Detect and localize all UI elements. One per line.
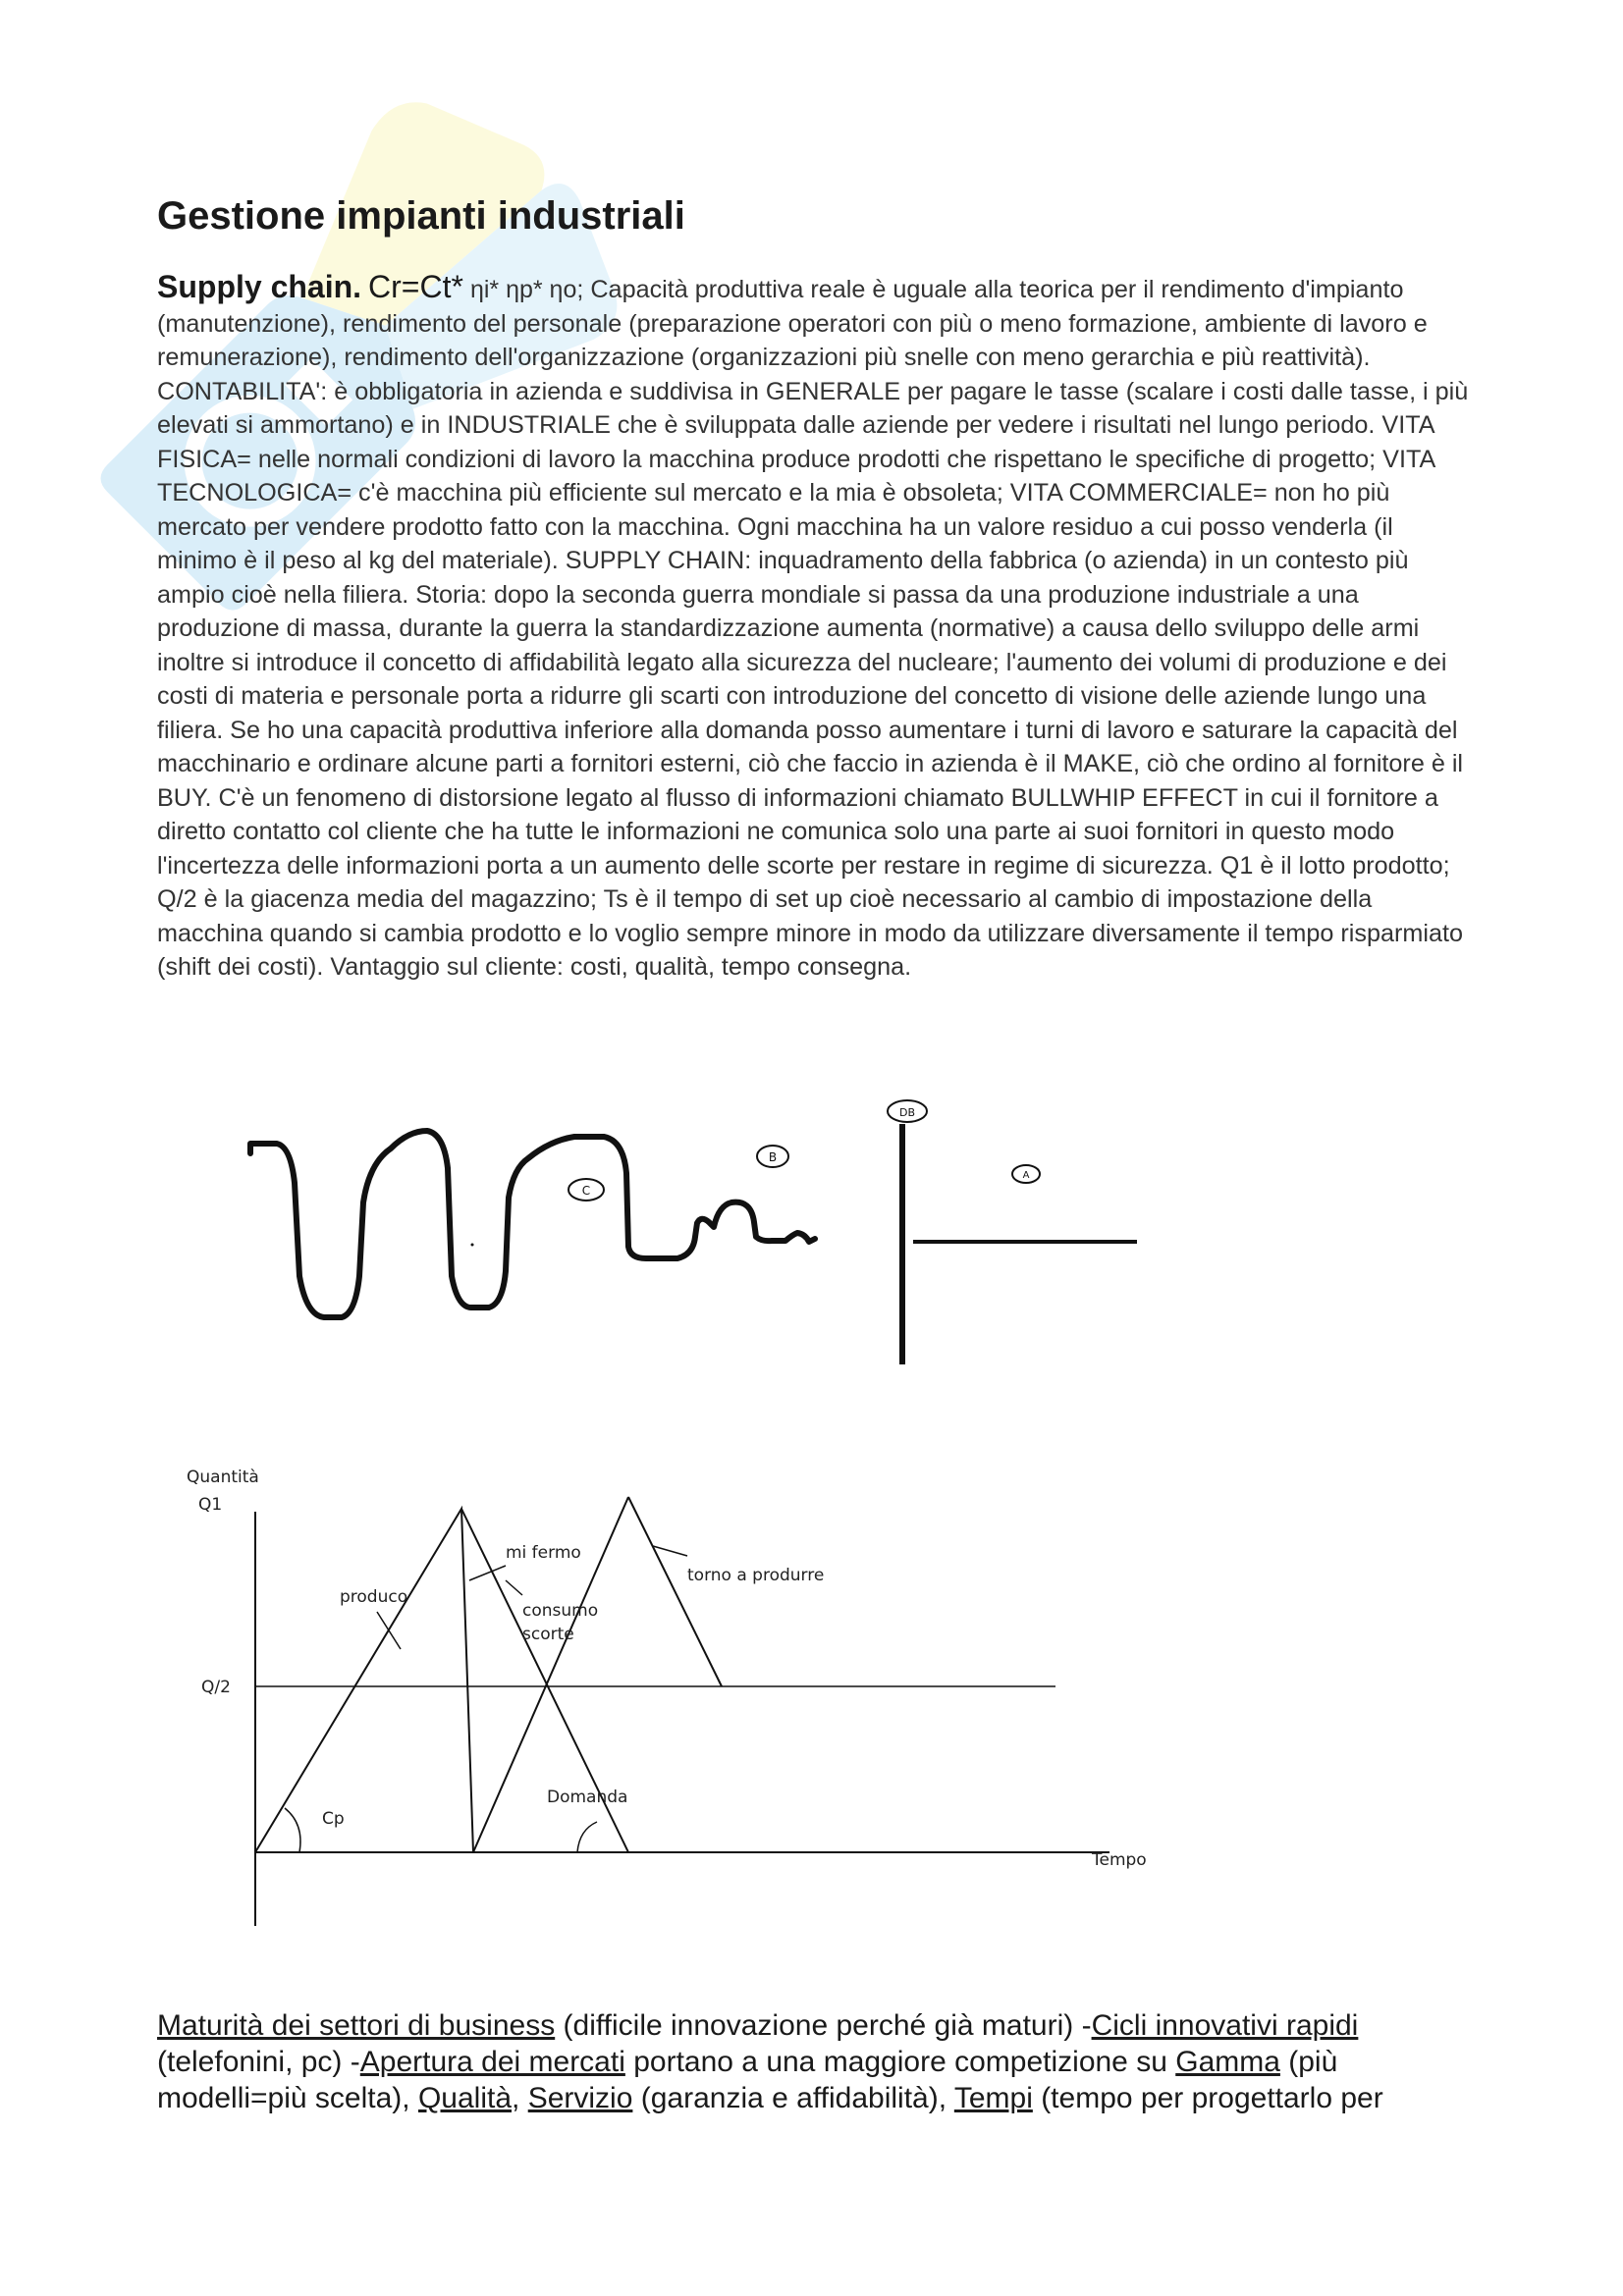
text-fragment: (telefonini, pc) - xyxy=(157,2046,360,2078)
cp-label: Cp xyxy=(322,1809,345,1829)
term-gamma: Gamma xyxy=(1175,2046,1280,2078)
text-fragment: , xyxy=(512,2082,528,2114)
production-line-1 xyxy=(255,1509,473,1852)
produco-label: produco xyxy=(340,1587,408,1607)
efficiency-terms: ηi* ηp* ηo xyxy=(469,276,577,303)
bottom-paragraph xyxy=(157,2007,1478,2116)
consumo-pointer xyxy=(506,1580,522,1595)
x-axis-label: Tempo xyxy=(1092,1850,1147,1870)
domanda-label: Domanda xyxy=(547,1788,628,1807)
term-servizio: Servizio xyxy=(527,2082,633,2114)
section-label: Supply chain xyxy=(157,269,353,304)
consumption-line-2 xyxy=(628,1497,722,1686)
consumo-label: consumo xyxy=(522,1601,599,1621)
intro-paragraph xyxy=(157,270,1478,985)
term-qualita: Qualità xyxy=(417,2082,513,2114)
text-fragment: (difficile innovazione perché già maturi) - xyxy=(555,2009,1092,2042)
dot-mark xyxy=(471,1244,474,1247)
text-fragment: portano a una maggiore competizione su xyxy=(624,2046,1176,2078)
scorte-label: scorte xyxy=(522,1625,574,1644)
term-tempi: Tempi xyxy=(953,2082,1033,2114)
label-db xyxy=(888,1100,927,1122)
torno-pointer xyxy=(653,1546,687,1556)
section-label-suffix: . xyxy=(352,269,362,304)
bullwhip-wave xyxy=(250,1131,815,1317)
page-title: Gestione impianti industriali xyxy=(157,194,685,238)
intro-body: ; Capacità produttiva reale è uguale alla teorica per il rendimento d'impianto (manutenzione), rendimento del personale (preparazione operatori con più o meno formazione, ambiente di lavoro e remunerazione), rendimento dell'organizzazione (organizzazioni più snelle con meno gerarchia e più reattività). CONTABILITA': è obbligatoria in azienda e suddivisa in GENERALE per pagare le tasse (scalare i costi dalle tasse, i più elevati si ammortano) e in INDUSTRIALE che è sviluppata dalle aziende per vedere i risultati nel lungo periodo. VITA FISICA= nelle normali condizioni di lavoro la macchina produce prodotti che rispettano le specifiche di progetto; VITA TECNOLOGICA= c'è macchina più efficiente sul mercato e la mia è obsoleta; VITA COMMERCIALE= non ho più mercato per vendere prodotto fatto con la macchina. Ogni macchina ha un valore residuo a cui posso venderla (il minimo è il peso al kg del materiale). SUPPLY CHAIN: inquadramento della fabbrica (o azienda) in un contesto più ampio cioè nella filiera. Storia: dopo la seconda guerra mondiale si passa da una produzione industriale a una produzione di massa, durante la guerra la standardizzazione aumenta (normative) a causa dello sviluppo delle armi inoltre si introduce il concetto di affidabilità legato alla sicurezza del nucleare; l'aumento dei volumi di produzione e dei costi di materia e personale porta a ridurre gli scarti con introduzione del concetto di visione delle aziende lungo una filiera. Se ho una capacità produttiva inferiore alla domanda posso aumentare i turni di lavoro e saturare la capacità del macchinario e ordinare alcune parti a fornitori esterni, ciò che faccio in azienda è il MAKE, ciò che ordino al fornitore è il BUY. C'è un fenomeno di distorsione legato al flusso di informazioni chiamato BULLWHIP EFFECT in cui il fornitore a diretto contatto col cliente che ha tutte le informazioni ne comunica solo una parte ai suoi fornitori in questo modo l'incertezza delle informazioni porta a un aumento delle scorte per restare in regime di sicurezza. Q1 è il lotto prodotto; Q/2 è la giacenza media del magazzino; Ts è il tempo di set up cioè necessario al cambio di impostazione della macchina quando si cambia prodotto e lo voglio sempre minore in modo da utilizzare diversamente il tempo risparmiato (shift dei costi). Vantaggio sul cliente: costi, qualità, tempo consegna. xyxy=(157,276,1469,981)
torno-label: torno a produrre xyxy=(687,1566,825,1585)
mi-fermo-label: mi fermo xyxy=(506,1543,581,1563)
capacity-formula: Cr=Ct* xyxy=(368,269,463,304)
q1-label: Q1 xyxy=(198,1495,223,1515)
text-fragment: (garanzia e affidabilità), xyxy=(632,2082,954,2114)
domanda-angle-arc xyxy=(577,1822,597,1852)
label-a xyxy=(1012,1165,1040,1183)
label-c xyxy=(568,1179,604,1201)
mi-fermo-pointer xyxy=(469,1566,506,1580)
label-b-text: B xyxy=(768,1150,778,1164)
text-fragment: (tempo per progettarlo per xyxy=(1032,2082,1383,2114)
term-cicli: Cicli innovativi rapidi xyxy=(1091,2009,1359,2042)
q2-label: Q/2 xyxy=(201,1678,231,1697)
y-axis-label: Quantità xyxy=(187,1468,259,1487)
supply-chain-diagram xyxy=(226,1080,1168,1364)
cp-angle-arc xyxy=(285,1808,300,1852)
label-c-text: C xyxy=(581,1184,591,1198)
label-db-text: DB xyxy=(898,1106,916,1119)
term-apertura: Apertura dei mercati xyxy=(359,2046,625,2078)
stock-level-diagram xyxy=(157,1453,1198,1934)
label-a-text: A xyxy=(1022,1170,1030,1181)
text-fragment: (più modelli=più scelta), xyxy=(157,2046,1338,2114)
term-maturita: Maturità dei settori di business xyxy=(157,2009,556,2042)
label-b xyxy=(757,1146,788,1167)
